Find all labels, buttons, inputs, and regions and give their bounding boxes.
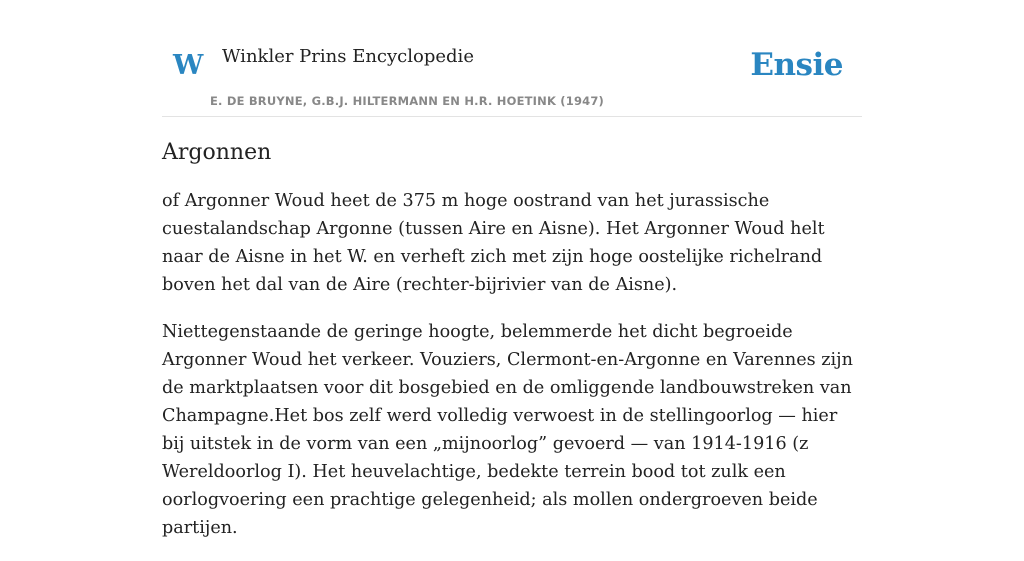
article-paragraph: Niettegenstaande de geringe hoogte, belemmerde het dicht begroeide Argonner Woud het verkeer. Vouziers, Clermont-en-Argonne en Varennes zijn de marktplaatsen voor dit bosgebied en de omliggende landbouwstreken van Champagne.Het bos zelf werd volledig verwoest in de stellingoorlog — hier bij uitstek in de vorm van een „mijnoorlog” gevoerd — van 1914-1916 (z Wereldoorlog I). Het heuvelachtige, bedekte terrein bood tot zulk een oorlogvoering een prachtige gelegenheid; als mollen ondergroeven beide partijen. — [162, 321, 853, 538]
article-title: Argonnen — [162, 140, 272, 165]
source-header — [162, 0, 862, 117]
article — [162, 138, 862, 561]
ensie-logo[interactable]: Ensie — [750, 47, 843, 83]
article-paragraph: of Argonner Woud heet de 375 m hoge oostrand van het jurassische cuestalandschap Argonne (tussen Aire en Aisne). Het Argonner Woud helt naar de Aisne in het W. en verheft zich met zijn hoge oostelijke richelrand boven het dal van de Aire (rechter-bijrivier van de Aisne). — [162, 190, 825, 295]
source-title[interactable]: Winkler Prins Encyclopedie — [222, 46, 474, 67]
source-authors: E. DE BRUYNE, G.B.J. HILTERMANN EN H.R. HOETINK (1947) — [210, 94, 605, 108]
winkler-prins-logo[interactable]: W — [173, 50, 204, 81]
